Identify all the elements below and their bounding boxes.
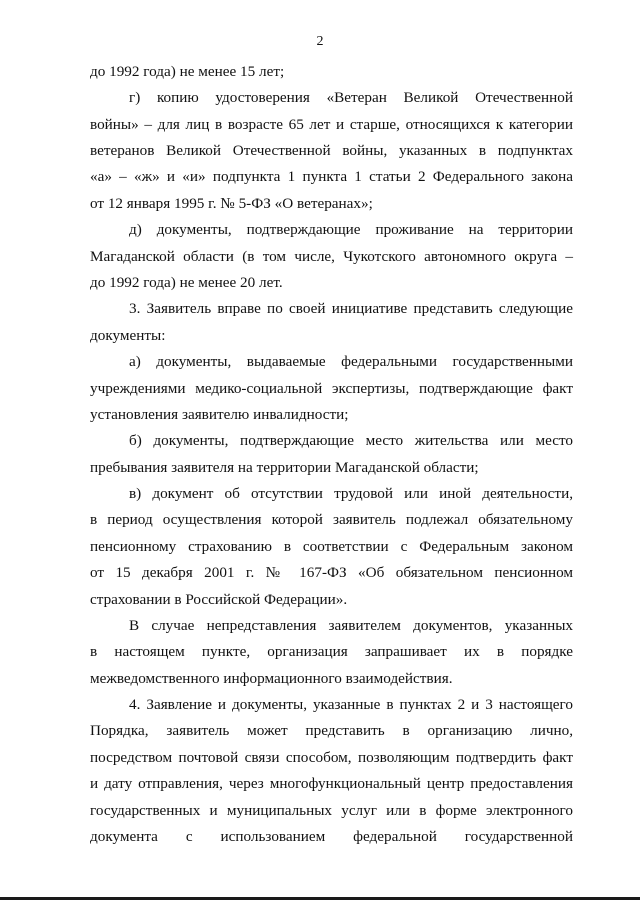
text-line: В случае непредставления заявителем документов, указанных — [129, 617, 573, 634]
text-line: межведомственного информационного взаимодействия. — [90, 670, 453, 687]
text-line: документы: — [90, 327, 166, 344]
text-line: в настоящем пункте, организация запрашивает их в порядке — [90, 643, 573, 660]
page-number: 2 — [316, 34, 324, 49]
text-line: от 15 декабря 2001 г. № 167-ФЗ «Об обязательном пенсионном — [90, 564, 573, 581]
text-line: от 12 января 1995 г. № 5-ФЗ «О ветеранах»; — [90, 195, 373, 212]
text-line: до 1992 года) не менее 20 лет. — [90, 274, 283, 291]
text-line: учреждениями медико-социальной экспертизы, подтверждающие факт — [90, 380, 573, 397]
text-line: пребывания заявителя на территории Магаданской области; — [90, 459, 479, 476]
text-line: д) документы, подтверждающие проживание на территории — [129, 221, 573, 238]
text-line: в период осуществления которой заявитель подлежал обязательному — [90, 511, 573, 528]
text-line: 4. Заявление и документы, указанные в пунктах 2 и 3 настоящего — [129, 696, 573, 713]
text-line: пенсионному страхованию в соответствии с Федеральным законом — [90, 538, 573, 555]
text-line: ветеранов Великой Отечественной войны, указанных в подпунктах — [90, 142, 573, 159]
text-line: государственных и муниципальных услуг или в форме электронного — [90, 802, 573, 819]
text-line: документа с использованием федеральной государственной — [90, 828, 573, 845]
text-line: «а» – «ж» и «и» подпункта 1 пункта 1 статьи 2 Федерального закона — [90, 168, 573, 185]
text-line: до 1992 года) не менее 15 лет; — [90, 63, 285, 80]
text-line: г) копию удостоверения «Ветеран Великой Отечественной — [129, 89, 573, 106]
text-line: в) документ об отсутствии трудовой или иной деятельности, — [129, 485, 573, 502]
text-line: б) документы, подтверждающие место жительства или место — [129, 432, 573, 449]
page-bottom-edge — [0, 897, 640, 900]
text-line: установления заявителю инвалидности; — [90, 406, 349, 423]
text-line: и дату отправления, через многофункциональный центр предоставления — [90, 775, 573, 792]
text-line: войны» – для лиц в возрасте 65 лет и старше, относящихся к категории — [90, 116, 573, 133]
text-line: посредством почтовой связи способом, позволяющим подтвердить факт — [90, 749, 573, 766]
text-line: страховании в Российской Федерации». — [90, 591, 348, 608]
text-line: Магаданской области (в том числе, Чукотского автономного округа – — [90, 248, 573, 265]
text-line: а) документы, выдаваемые федеральными государственными — [129, 353, 573, 370]
text-line: 3. Заявитель вправе по своей инициативе представить следующие — [129, 300, 573, 317]
text-line: Порядка, заявитель может представить в организацию лично, — [90, 722, 573, 739]
